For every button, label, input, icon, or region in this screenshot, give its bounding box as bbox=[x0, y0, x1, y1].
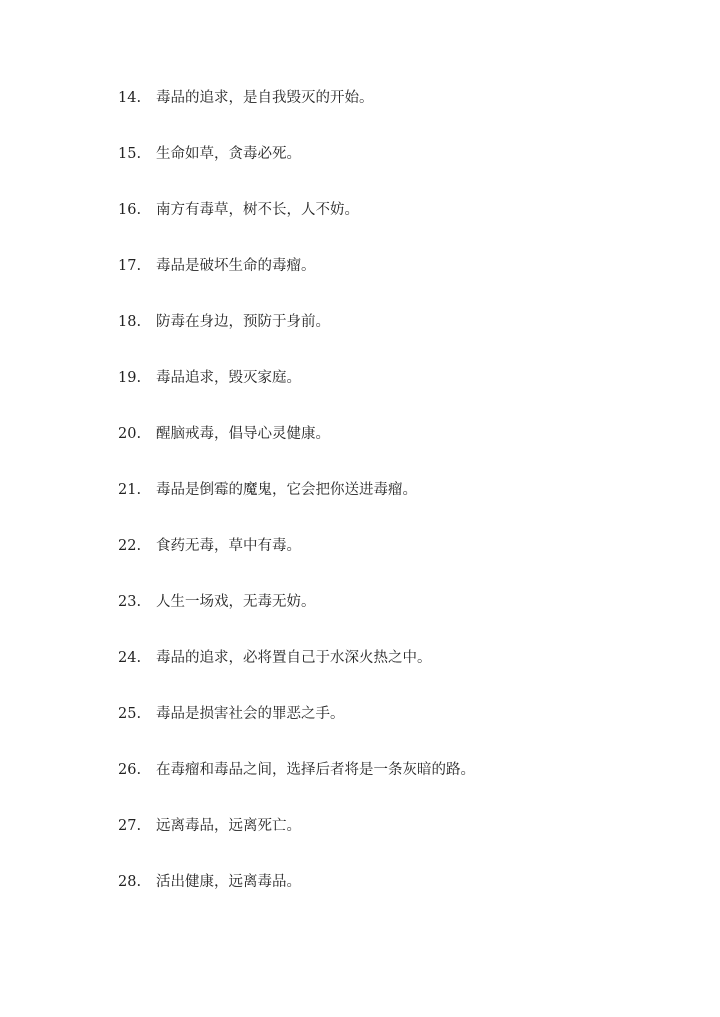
item-text: 毒品的追求，是自我毁灭的开始。 bbox=[156, 90, 374, 106]
list-item bbox=[118, 534, 475, 590]
item-text: 毒品是破坏生命的毒瘤。 bbox=[156, 258, 316, 274]
list-item bbox=[118, 366, 475, 422]
item-text: 毒品是倒霉的魔鬼，它会把你送进毒瘤。 bbox=[156, 482, 417, 498]
item-text: 活出健康，远离毒品。 bbox=[156, 874, 301, 890]
item-text: 醒脑戒毒，倡导心灵健康。 bbox=[156, 426, 330, 442]
item-number: 19. bbox=[118, 370, 142, 386]
list-item bbox=[118, 198, 475, 254]
item-text: 毒品是损害社会的罪恶之手。 bbox=[156, 706, 345, 722]
item-text: 生命如草，贪毒必死。 bbox=[156, 146, 301, 162]
item-number: 14. bbox=[118, 90, 142, 106]
list-item bbox=[118, 142, 475, 198]
item-text: 毒品的追求，必将置自己于水深火热之中。 bbox=[156, 650, 432, 666]
item-number: 27. bbox=[118, 818, 142, 834]
list-item bbox=[118, 86, 475, 142]
list-item bbox=[118, 590, 475, 646]
item-number: 28. bbox=[118, 874, 142, 890]
item-text: 远离毒品，远离死亡。 bbox=[156, 818, 301, 834]
item-text: 南方有毒草，树不长，人不妨。 bbox=[156, 202, 359, 218]
list-item bbox=[118, 310, 475, 366]
item-number: 22. bbox=[118, 538, 142, 554]
list-item bbox=[118, 814, 475, 870]
item-number: 24. bbox=[118, 650, 142, 666]
item-number: 17. bbox=[118, 258, 142, 274]
list-item bbox=[118, 254, 475, 310]
item-number: 21. bbox=[118, 482, 142, 498]
item-number: 18. bbox=[118, 314, 142, 330]
list-item bbox=[118, 702, 475, 758]
item-text: 人生一场戏，无毒无妨。 bbox=[156, 594, 316, 610]
list-item bbox=[118, 422, 475, 478]
item-text: 食药无毒，草中有毒。 bbox=[156, 538, 301, 554]
list-item bbox=[118, 478, 475, 534]
item-text: 毒品追求，毁灭家庭。 bbox=[156, 370, 301, 386]
item-number: 16. bbox=[118, 202, 142, 218]
list-item bbox=[118, 870, 475, 926]
item-number: 26. bbox=[118, 762, 142, 778]
item-number: 23. bbox=[118, 594, 142, 610]
item-number: 25. bbox=[118, 706, 142, 722]
item-number: 20. bbox=[118, 426, 142, 442]
list-item bbox=[118, 646, 475, 702]
item-text: 防毒在身边，预防于身前。 bbox=[156, 314, 330, 330]
item-text: 在毒瘤和毒品之间，选择后者将是一条灰暗的路。 bbox=[156, 762, 475, 778]
item-number: 15. bbox=[118, 146, 142, 162]
slogan-list bbox=[118, 86, 475, 926]
list-item bbox=[118, 758, 475, 814]
